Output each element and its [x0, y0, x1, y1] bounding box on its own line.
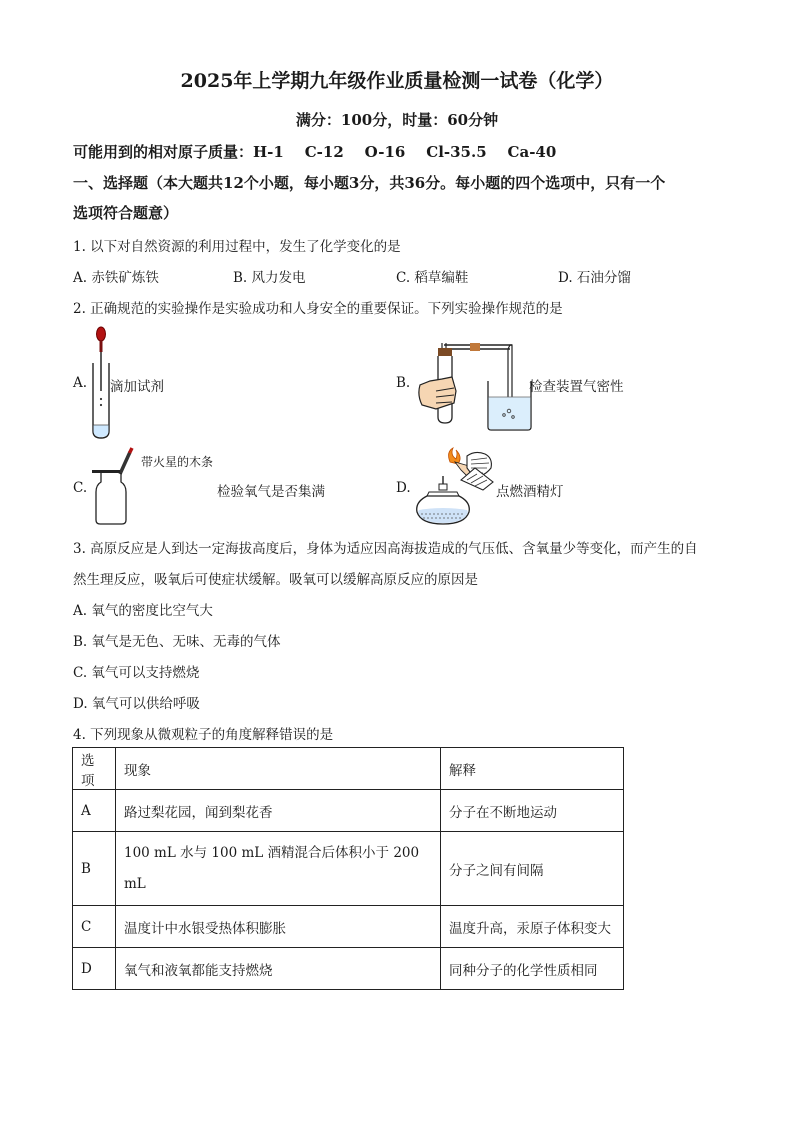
row-c-phenomenon: 温度计中水银受热体积膨胀	[116, 906, 441, 948]
q3-option-d: D. 氧气可以供给呼吸	[73, 696, 200, 712]
q2-option-d-label: 点燃酒精灯	[496, 484, 564, 500]
table-row	[73, 832, 624, 906]
row-c-explanation: 温度升高，汞原子体积变大	[441, 906, 624, 948]
header-phenomenon: 现象	[116, 748, 441, 790]
q1-stem: 1. 以下对自然资源的利用过程中，发生了化学变化的是	[73, 239, 401, 255]
row-b-option: B	[73, 832, 116, 906]
q2-option-c-letter: C.	[73, 480, 88, 496]
q4-stem: 4. 下列现象从微观粒子的角度解释错误的是	[73, 727, 334, 743]
table-row	[73, 906, 624, 948]
row-d-option: D	[73, 948, 116, 990]
exam-subtitle: 满分：100分，时量：60分钟	[295, 111, 499, 129]
q2-option-c-label: 检验氧气是否集满	[217, 484, 325, 500]
row-b-explanation: 分子之间有间隔	[441, 832, 624, 906]
atomic-masses: 可能用到的相对原子质量：H-1 C-12 O-16 Cl-35.5 Ca-40	[73, 143, 557, 161]
q3-option-b: B. 氧气是无色、无味、无毒的气体	[73, 634, 281, 650]
q4-table	[72, 747, 624, 990]
q1-option-b: B. 风力发电	[233, 270, 306, 286]
q1-option-a: A. 赤铁矿炼铁	[73, 270, 159, 286]
q3-option-a: A. 氧气的密度比空气大	[73, 603, 213, 619]
q3-stem-line1: 3. 高原反应是人到达一定海拔高度后，身体为适应因高海拔造成的气压低、含氧量少等变化，而产生的自	[73, 541, 698, 557]
q2-stem: 2. 正确规范的实验操作是实验成功和人身安全的重要保证。下列实验操作规范的是	[73, 301, 563, 317]
row-b-phenomenon: 100 mL 水与 100 mL 酒精混合后体积小于 200 mL	[116, 832, 441, 906]
section-heading-line2: 选项符合题意）	[73, 204, 179, 222]
row-d-phenomenon: 氧气和液氧都能支持燃烧	[116, 948, 441, 990]
header-explanation: 解释	[441, 748, 624, 790]
section-heading-line1: 一、选择题（本大题共12个小题，每小题3分，共36分。每小题的四个选项中，只有一个	[73, 174, 666, 192]
row-a-explanation: 分子在不断地运动	[441, 790, 624, 832]
q2-option-a-letter: A.	[73, 375, 88, 391]
row-c-option: C	[73, 906, 116, 948]
table-header-row	[73, 748, 624, 790]
header-option: 选项	[73, 748, 116, 790]
q1-option-d: D. 石油分馏	[558, 270, 631, 286]
row-a-option: A	[73, 790, 116, 832]
table-row	[73, 790, 624, 832]
row-a-phenomenon: 路过梨花园，闻到梨花香	[116, 790, 441, 832]
q3-option-c: C. 氧气可以支持燃烧	[73, 665, 200, 681]
q3-stem-line2: 然生理反应，吸氧后可使症状缓解。吸氧可以缓解高原反应的原因是	[73, 572, 478, 588]
exam-title: 2025年上学期九年级作业质量检测一试卷（化学）	[180, 70, 614, 92]
alcohol-lamp-illustration	[413, 448, 498, 526]
q2-option-a-label: 滴加试剂	[110, 379, 164, 395]
q2-option-b-letter: B.	[396, 375, 411, 391]
q2-option-b-label: 检查装置气密性	[529, 379, 624, 395]
q1-option-c: C. 稻草编鞋	[396, 270, 469, 286]
row-d-explanation: 同种分子的化学性质相同	[441, 948, 624, 990]
gas-bottle-illustration	[92, 448, 142, 528]
airtightness-apparatus-illustration	[414, 333, 534, 433]
table-row	[73, 948, 624, 990]
q2-option-c-annotation: 带火星的木条	[141, 455, 214, 469]
q2-option-d-letter: D.	[396, 480, 411, 496]
